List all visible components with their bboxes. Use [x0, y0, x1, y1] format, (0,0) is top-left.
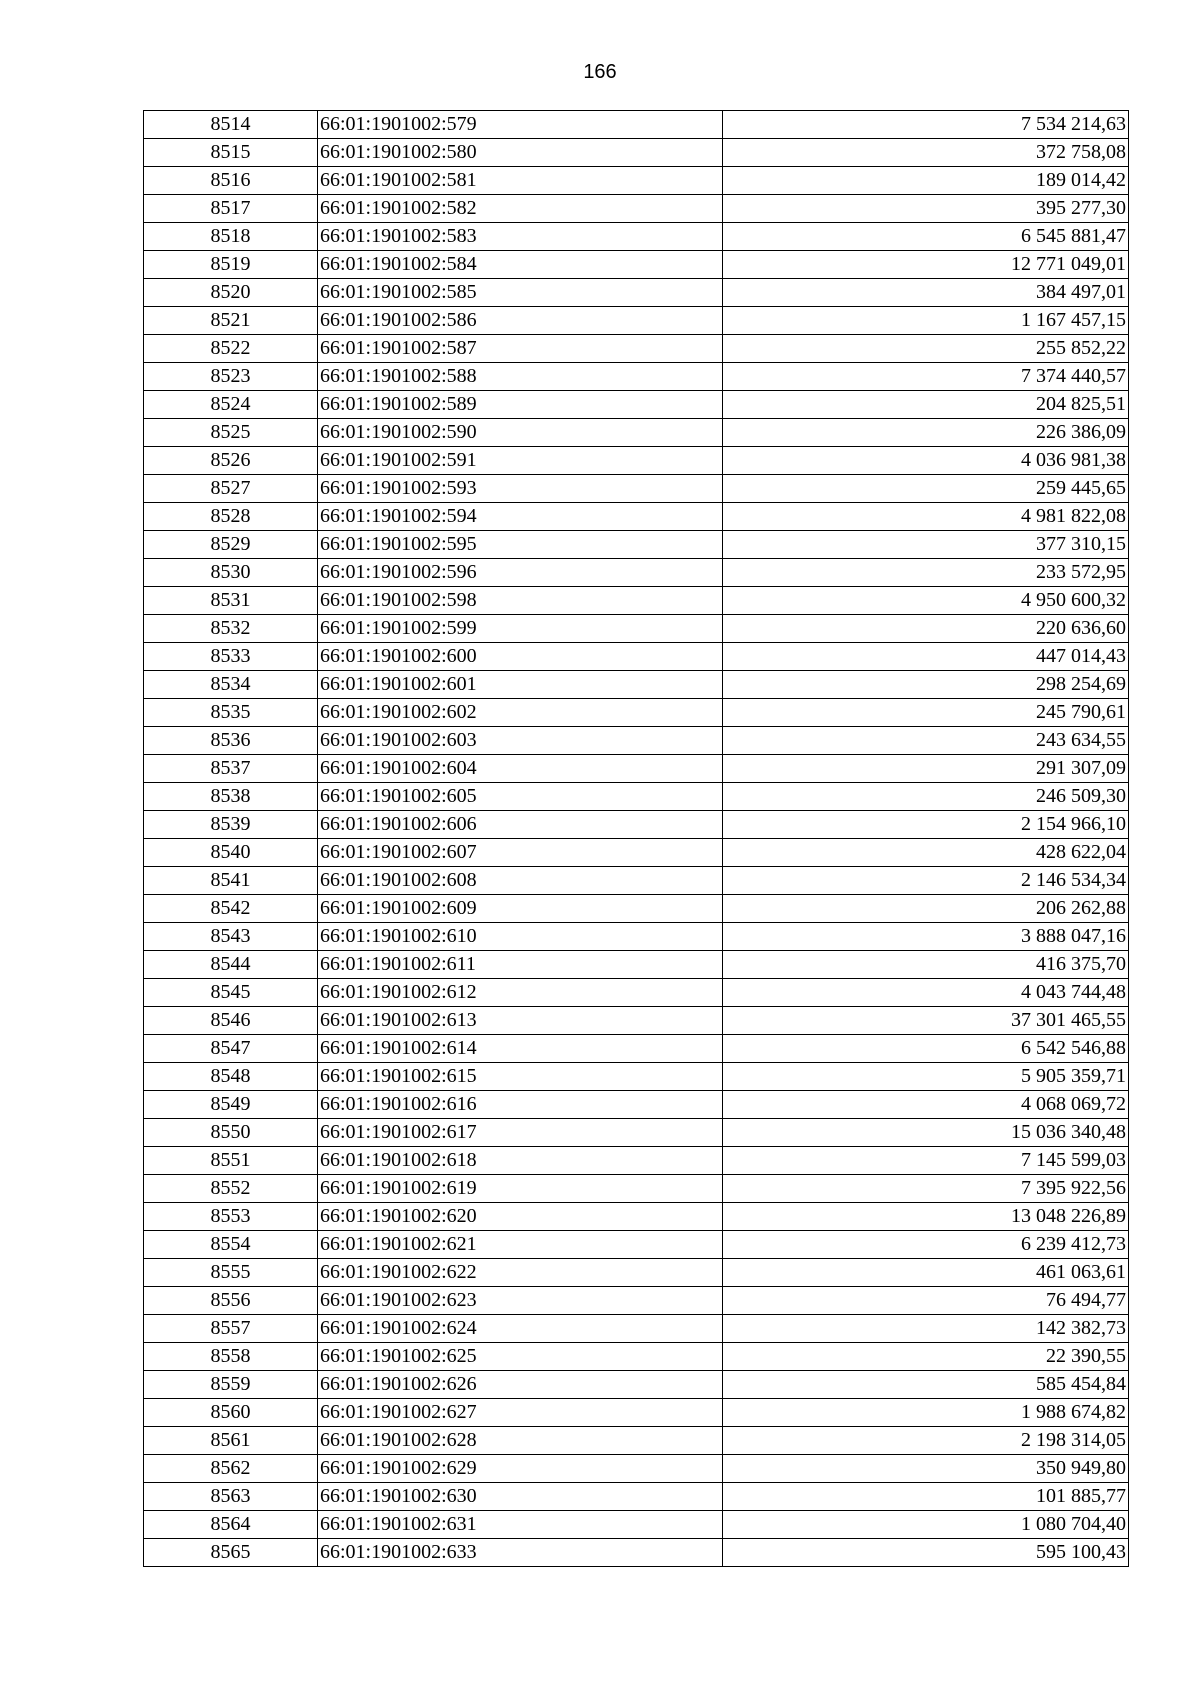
cadastral-number-cell: 66:01:1901002:622 [318, 1259, 723, 1287]
cadastral-value-cell: 7 534 214,63 [723, 111, 1129, 139]
cadastral-number-cell: 66:01:1901002:610 [318, 923, 723, 951]
table-row [144, 1287, 1129, 1315]
cadastral-value-cell: 220 636,60 [723, 615, 1129, 643]
row-number-cell: 8551 [144, 1147, 318, 1175]
table-row [144, 1511, 1129, 1539]
row-number-cell: 8518 [144, 223, 318, 251]
cadastral-value-cell: 2 154 966,10 [723, 811, 1129, 839]
table-row [144, 1231, 1129, 1259]
cadastral-value-cell: 4 036 981,38 [723, 447, 1129, 475]
row-number-cell: 8547 [144, 1035, 318, 1063]
row-number-cell: 8523 [144, 363, 318, 391]
cadastral-value-cell: 428 622,04 [723, 839, 1129, 867]
row-number-cell: 8524 [144, 391, 318, 419]
cadastral-value-cell: 350 949,80 [723, 1455, 1129, 1483]
cadastral-number-cell: 66:01:1901002:629 [318, 1455, 723, 1483]
cadastral-value-cell: 246 509,30 [723, 783, 1129, 811]
cadastral-value-cell: 2 146 534,34 [723, 867, 1129, 895]
cadastral-value-cell: 1 988 674,82 [723, 1399, 1129, 1427]
row-number-cell: 8536 [144, 727, 318, 755]
cadastral-number-cell: 66:01:1901002:586 [318, 307, 723, 335]
cadastral-value-cell: 13 048 226,89 [723, 1203, 1129, 1231]
cadastral-number-cell: 66:01:1901002:616 [318, 1091, 723, 1119]
cadastral-value-cell: 37 301 465,55 [723, 1007, 1129, 1035]
row-number-cell: 8556 [144, 1287, 318, 1315]
table-row [144, 1091, 1129, 1119]
cadastral-number-cell: 66:01:1901002:590 [318, 419, 723, 447]
cadastral-number-cell: 66:01:1901002:619 [318, 1175, 723, 1203]
table-row [144, 839, 1129, 867]
table-row [144, 783, 1129, 811]
cadastral-number-cell: 66:01:1901002:612 [318, 979, 723, 1007]
cadastral-value-cell: 226 386,09 [723, 419, 1129, 447]
cadastral-number-cell: 66:01:1901002:604 [318, 755, 723, 783]
table-row [144, 1455, 1129, 1483]
cadastral-number-cell: 66:01:1901002:579 [318, 111, 723, 139]
row-number-cell: 8562 [144, 1455, 318, 1483]
cadastral-value-cell: 447 014,43 [723, 643, 1129, 671]
cadastral-value-cell: 6 545 881,47 [723, 223, 1129, 251]
cadastral-value-cell: 7 374 440,57 [723, 363, 1129, 391]
cadastral-value-cell: 1 167 457,15 [723, 307, 1129, 335]
row-number-cell: 8563 [144, 1483, 318, 1511]
table-row [144, 1539, 1129, 1567]
row-number-cell: 8544 [144, 951, 318, 979]
row-number-cell: 8515 [144, 139, 318, 167]
table-row [144, 195, 1129, 223]
row-number-cell: 8539 [144, 811, 318, 839]
table-row [144, 363, 1129, 391]
row-number-cell: 8546 [144, 1007, 318, 1035]
cadastral-number-cell: 66:01:1901002:600 [318, 643, 723, 671]
table-row [144, 587, 1129, 615]
cadastral-value-cell: 395 277,30 [723, 195, 1129, 223]
row-number-cell: 8514 [144, 111, 318, 139]
table-row [144, 1259, 1129, 1287]
cadastral-value-cell: 7 395 922,56 [723, 1175, 1129, 1203]
cadastral-number-cell: 66:01:1901002:602 [318, 699, 723, 727]
cadastral-value-cell: 22 390,55 [723, 1343, 1129, 1371]
row-number-cell: 8526 [144, 447, 318, 475]
table-row [144, 951, 1129, 979]
cadastral-number-cell: 66:01:1901002:614 [318, 1035, 723, 1063]
table-row [144, 867, 1129, 895]
table-row [144, 979, 1129, 1007]
row-number-cell: 8565 [144, 1539, 318, 1567]
row-number-cell: 8527 [144, 475, 318, 503]
row-number-cell: 8528 [144, 503, 318, 531]
cadastral-number-cell: 66:01:1901002:605 [318, 783, 723, 811]
row-number-cell: 8517 [144, 195, 318, 223]
cadastral-number-cell: 66:01:1901002:594 [318, 503, 723, 531]
table-row [144, 475, 1129, 503]
cadastral-number-cell: 66:01:1901002:625 [318, 1343, 723, 1371]
row-number-cell: 8560 [144, 1399, 318, 1427]
row-number-cell: 8529 [144, 531, 318, 559]
cadastral-value-cell: 15 036 340,48 [723, 1119, 1129, 1147]
row-number-cell: 8548 [144, 1063, 318, 1091]
table-row [144, 391, 1129, 419]
cadastral-number-cell: 66:01:1901002:630 [318, 1483, 723, 1511]
cadastral-number-cell: 66:01:1901002:611 [318, 951, 723, 979]
cadastral-value-cell: 4 981 822,08 [723, 503, 1129, 531]
row-number-cell: 8555 [144, 1259, 318, 1287]
cadastral-value-cell: 4 043 744,48 [723, 979, 1129, 1007]
cadastral-number-cell: 66:01:1901002:588 [318, 363, 723, 391]
table-row [144, 643, 1129, 671]
table-row [144, 111, 1129, 139]
cadastral-value-cell: 3 888 047,16 [723, 923, 1129, 951]
cadastral-number-cell: 66:01:1901002:621 [318, 1231, 723, 1259]
table-row [144, 1063, 1129, 1091]
table-row [144, 1147, 1129, 1175]
table-row [144, 279, 1129, 307]
cadastral-number-cell: 66:01:1901002:584 [318, 251, 723, 279]
row-number-cell: 8557 [144, 1315, 318, 1343]
table-row [144, 307, 1129, 335]
row-number-cell: 8542 [144, 895, 318, 923]
table-row [144, 699, 1129, 727]
table-row [144, 615, 1129, 643]
cadastral-value-cell: 595 100,43 [723, 1539, 1129, 1567]
cadastral-number-cell: 66:01:1901002:607 [318, 839, 723, 867]
cadastral-value-cell: 4 068 069,72 [723, 1091, 1129, 1119]
row-number-cell: 8545 [144, 979, 318, 1007]
cadastral-number-cell: 66:01:1901002:585 [318, 279, 723, 307]
table-row [144, 1315, 1129, 1343]
table-row [144, 1343, 1129, 1371]
table-row [144, 1427, 1129, 1455]
row-number-cell: 8537 [144, 755, 318, 783]
cadastral-value-cell: 291 307,09 [723, 755, 1129, 783]
cadastral-number-cell: 66:01:1901002:631 [318, 1511, 723, 1539]
table-row [144, 1175, 1129, 1203]
row-number-cell: 8520 [144, 279, 318, 307]
table-row [144, 447, 1129, 475]
table-row [144, 559, 1129, 587]
cadastral-number-cell: 66:01:1901002:580 [318, 139, 723, 167]
table-row [144, 531, 1129, 559]
cadastral-value-cell: 372 758,08 [723, 139, 1129, 167]
cadastral-number-cell: 66:01:1901002:589 [318, 391, 723, 419]
cadastral-value-cell: 204 825,51 [723, 391, 1129, 419]
table-row [144, 503, 1129, 531]
cadastral-value-cell: 585 454,84 [723, 1371, 1129, 1399]
cadastral-number-cell: 66:01:1901002:633 [318, 1539, 723, 1567]
cadastral-number-cell: 66:01:1901002:608 [318, 867, 723, 895]
row-number-cell: 8561 [144, 1427, 318, 1455]
table-row [144, 1007, 1129, 1035]
row-number-cell: 8533 [144, 643, 318, 671]
cadastral-value-cell: 233 572,95 [723, 559, 1129, 587]
row-number-cell: 8534 [144, 671, 318, 699]
cadastral-value-cell: 384 497,01 [723, 279, 1129, 307]
row-number-cell: 8558 [144, 1343, 318, 1371]
row-number-cell: 8530 [144, 559, 318, 587]
table-row [144, 671, 1129, 699]
cadastral-number-cell: 66:01:1901002:603 [318, 727, 723, 755]
cadastral-number-cell: 66:01:1901002:623 [318, 1287, 723, 1315]
cadastral-value-table [143, 110, 1129, 1567]
cadastral-number-cell: 66:01:1901002:624 [318, 1315, 723, 1343]
cadastral-value-cell: 101 885,77 [723, 1483, 1129, 1511]
row-number-cell: 8543 [144, 923, 318, 951]
table-row [144, 923, 1129, 951]
row-number-cell: 8559 [144, 1371, 318, 1399]
row-number-cell: 8531 [144, 587, 318, 615]
row-number-cell: 8550 [144, 1119, 318, 1147]
cadastral-value-cell: 298 254,69 [723, 671, 1129, 699]
row-number-cell: 8532 [144, 615, 318, 643]
row-number-cell: 8538 [144, 783, 318, 811]
cadastral-number-cell: 66:01:1901002:613 [318, 1007, 723, 1035]
cadastral-value-cell: 7 145 599,03 [723, 1147, 1129, 1175]
cadastral-value-cell: 259 445,65 [723, 475, 1129, 503]
cadastral-value-cell: 5 905 359,71 [723, 1063, 1129, 1091]
row-number-cell: 8552 [144, 1175, 318, 1203]
table-row [144, 1035, 1129, 1063]
cadastral-number-cell: 66:01:1901002:599 [318, 615, 723, 643]
cadastral-number-cell: 66:01:1901002:620 [318, 1203, 723, 1231]
table-row [144, 755, 1129, 783]
row-number-cell: 8549 [144, 1091, 318, 1119]
row-number-cell: 8540 [144, 839, 318, 867]
table-row [144, 139, 1129, 167]
cadastral-number-cell: 66:01:1901002:601 [318, 671, 723, 699]
cadastral-number-cell: 66:01:1901002:598 [318, 587, 723, 615]
row-number-cell: 8535 [144, 699, 318, 727]
row-number-cell: 8522 [144, 335, 318, 363]
cadastral-number-cell: 66:01:1901002:583 [318, 223, 723, 251]
row-number-cell: 8553 [144, 1203, 318, 1231]
cadastral-number-cell: 66:01:1901002:593 [318, 475, 723, 503]
cadastral-number-cell: 66:01:1901002:618 [318, 1147, 723, 1175]
cadastral-value-cell: 461 063,61 [723, 1259, 1129, 1287]
cadastral-value-cell: 6 239 412,73 [723, 1231, 1129, 1259]
table-row [144, 1483, 1129, 1511]
table-row [144, 811, 1129, 839]
cadastral-value-cell: 243 634,55 [723, 727, 1129, 755]
cadastral-value-cell: 142 382,73 [723, 1315, 1129, 1343]
cadastral-number-cell: 66:01:1901002:626 [318, 1371, 723, 1399]
cadastral-value-cell: 189 014,42 [723, 167, 1129, 195]
cadastral-value-cell: 206 262,88 [723, 895, 1129, 923]
table-row [144, 223, 1129, 251]
table-row [144, 335, 1129, 363]
table-row [144, 419, 1129, 447]
table-row [144, 251, 1129, 279]
cadastral-value-cell: 2 198 314,05 [723, 1427, 1129, 1455]
cadastral-number-cell: 66:01:1901002:627 [318, 1399, 723, 1427]
table-row [144, 167, 1129, 195]
cadastral-value-cell: 76 494,77 [723, 1287, 1129, 1315]
table-body [144, 111, 1129, 1567]
cadastral-number-cell: 66:01:1901002:587 [318, 335, 723, 363]
cadastral-number-cell: 66:01:1901002:615 [318, 1063, 723, 1091]
row-number-cell: 8554 [144, 1231, 318, 1259]
row-number-cell: 8516 [144, 167, 318, 195]
cadastral-number-cell: 66:01:1901002:617 [318, 1119, 723, 1147]
page-number: 166 [583, 61, 617, 83]
cadastral-number-cell: 66:01:1901002:609 [318, 895, 723, 923]
cadastral-number-cell: 66:01:1901002:606 [318, 811, 723, 839]
cadastral-value-cell: 12 771 049,01 [723, 251, 1129, 279]
cadastral-value-cell: 377 310,15 [723, 531, 1129, 559]
row-number-cell: 8564 [144, 1511, 318, 1539]
cadastral-number-cell: 66:01:1901002:628 [318, 1427, 723, 1455]
row-number-cell: 8519 [144, 251, 318, 279]
table-row [144, 895, 1129, 923]
table-row [144, 1119, 1129, 1147]
cadastral-number-cell: 66:01:1901002:596 [318, 559, 723, 587]
table-row [144, 1203, 1129, 1231]
cadastral-value-cell: 4 950 600,32 [723, 587, 1129, 615]
row-number-cell: 8525 [144, 419, 318, 447]
table-row [144, 727, 1129, 755]
cadastral-value-cell: 1 080 704,40 [723, 1511, 1129, 1539]
table-row [144, 1371, 1129, 1399]
cadastral-number-cell: 66:01:1901002:582 [318, 195, 723, 223]
cadastral-value-cell: 416 375,70 [723, 951, 1129, 979]
cadastral-number-cell: 66:01:1901002:591 [318, 447, 723, 475]
cadastral-number-cell: 66:01:1901002:595 [318, 531, 723, 559]
cadastral-value-cell: 255 852,22 [723, 335, 1129, 363]
cadastral-number-cell: 66:01:1901002:581 [318, 167, 723, 195]
cadastral-value-cell: 245 790,61 [723, 699, 1129, 727]
row-number-cell: 8541 [144, 867, 318, 895]
table-row [144, 1399, 1129, 1427]
row-number-cell: 8521 [144, 307, 318, 335]
cadastral-value-cell: 6 542 546,88 [723, 1035, 1129, 1063]
